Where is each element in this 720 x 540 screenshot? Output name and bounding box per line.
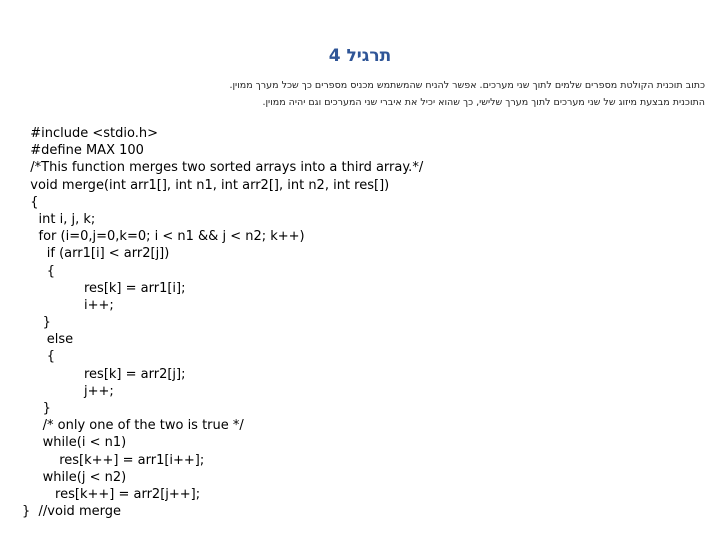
code-line: i++; [22,297,114,313]
code-line: if (arr1[i] < arr2[j]) [22,246,170,262]
code-line: /* only one of the two is true */ [22,418,244,434]
code-line: while(i < n1) [22,435,127,451]
code-line: { [22,349,56,365]
code-line: } //void merge [22,504,121,520]
code-line: while(j < n2) [22,469,127,485]
code-line: { [22,194,39,210]
description-line-1: כתוב תוכנית הקולטת מספרים שלמים לתוך שני מערכים. אפשר להניח שהמשתמש מכניס מספרים כך שכל מערך ממוין. [229,80,705,91]
code-line: res[k++] = arr1[i++]; [22,452,205,468]
code-line: res[k] = arr1[i]; [22,280,186,296]
code-line: res[k++] = arr2[j++]; [22,486,201,502]
code-line: } [22,315,51,331]
code-line: #include <stdio.h> [22,126,159,141]
code-line: int i, j, k; [22,211,96,227]
code-line: /*This function merges two sorted arrays into a third array.*/ [22,160,424,176]
code-line: j++; [22,383,114,399]
code-line: void merge(int arr1[], int n1, int arr2[], int n2, int res[]) [22,177,390,193]
code-line: res[k] = arr2[j]; [22,366,186,382]
page-title: תרגיל 4 [328,46,392,66]
code-line: #define MAX 100 [22,143,144,159]
code-line: else [22,332,74,348]
code-line: } [22,401,51,416]
code-line: for (i=0,j=0,k=0; i < n1 && j < n2; k++) [22,229,305,245]
code-line: { [22,263,56,279]
description-line-2: התוכנית מבצעת מיזוג של שני מערכים לתוך מערך שלישי, כך שהוא יכיל את איברי שני המערכים וגם יהיה ממוין. [262,97,705,108]
code-block [22,125,712,520]
